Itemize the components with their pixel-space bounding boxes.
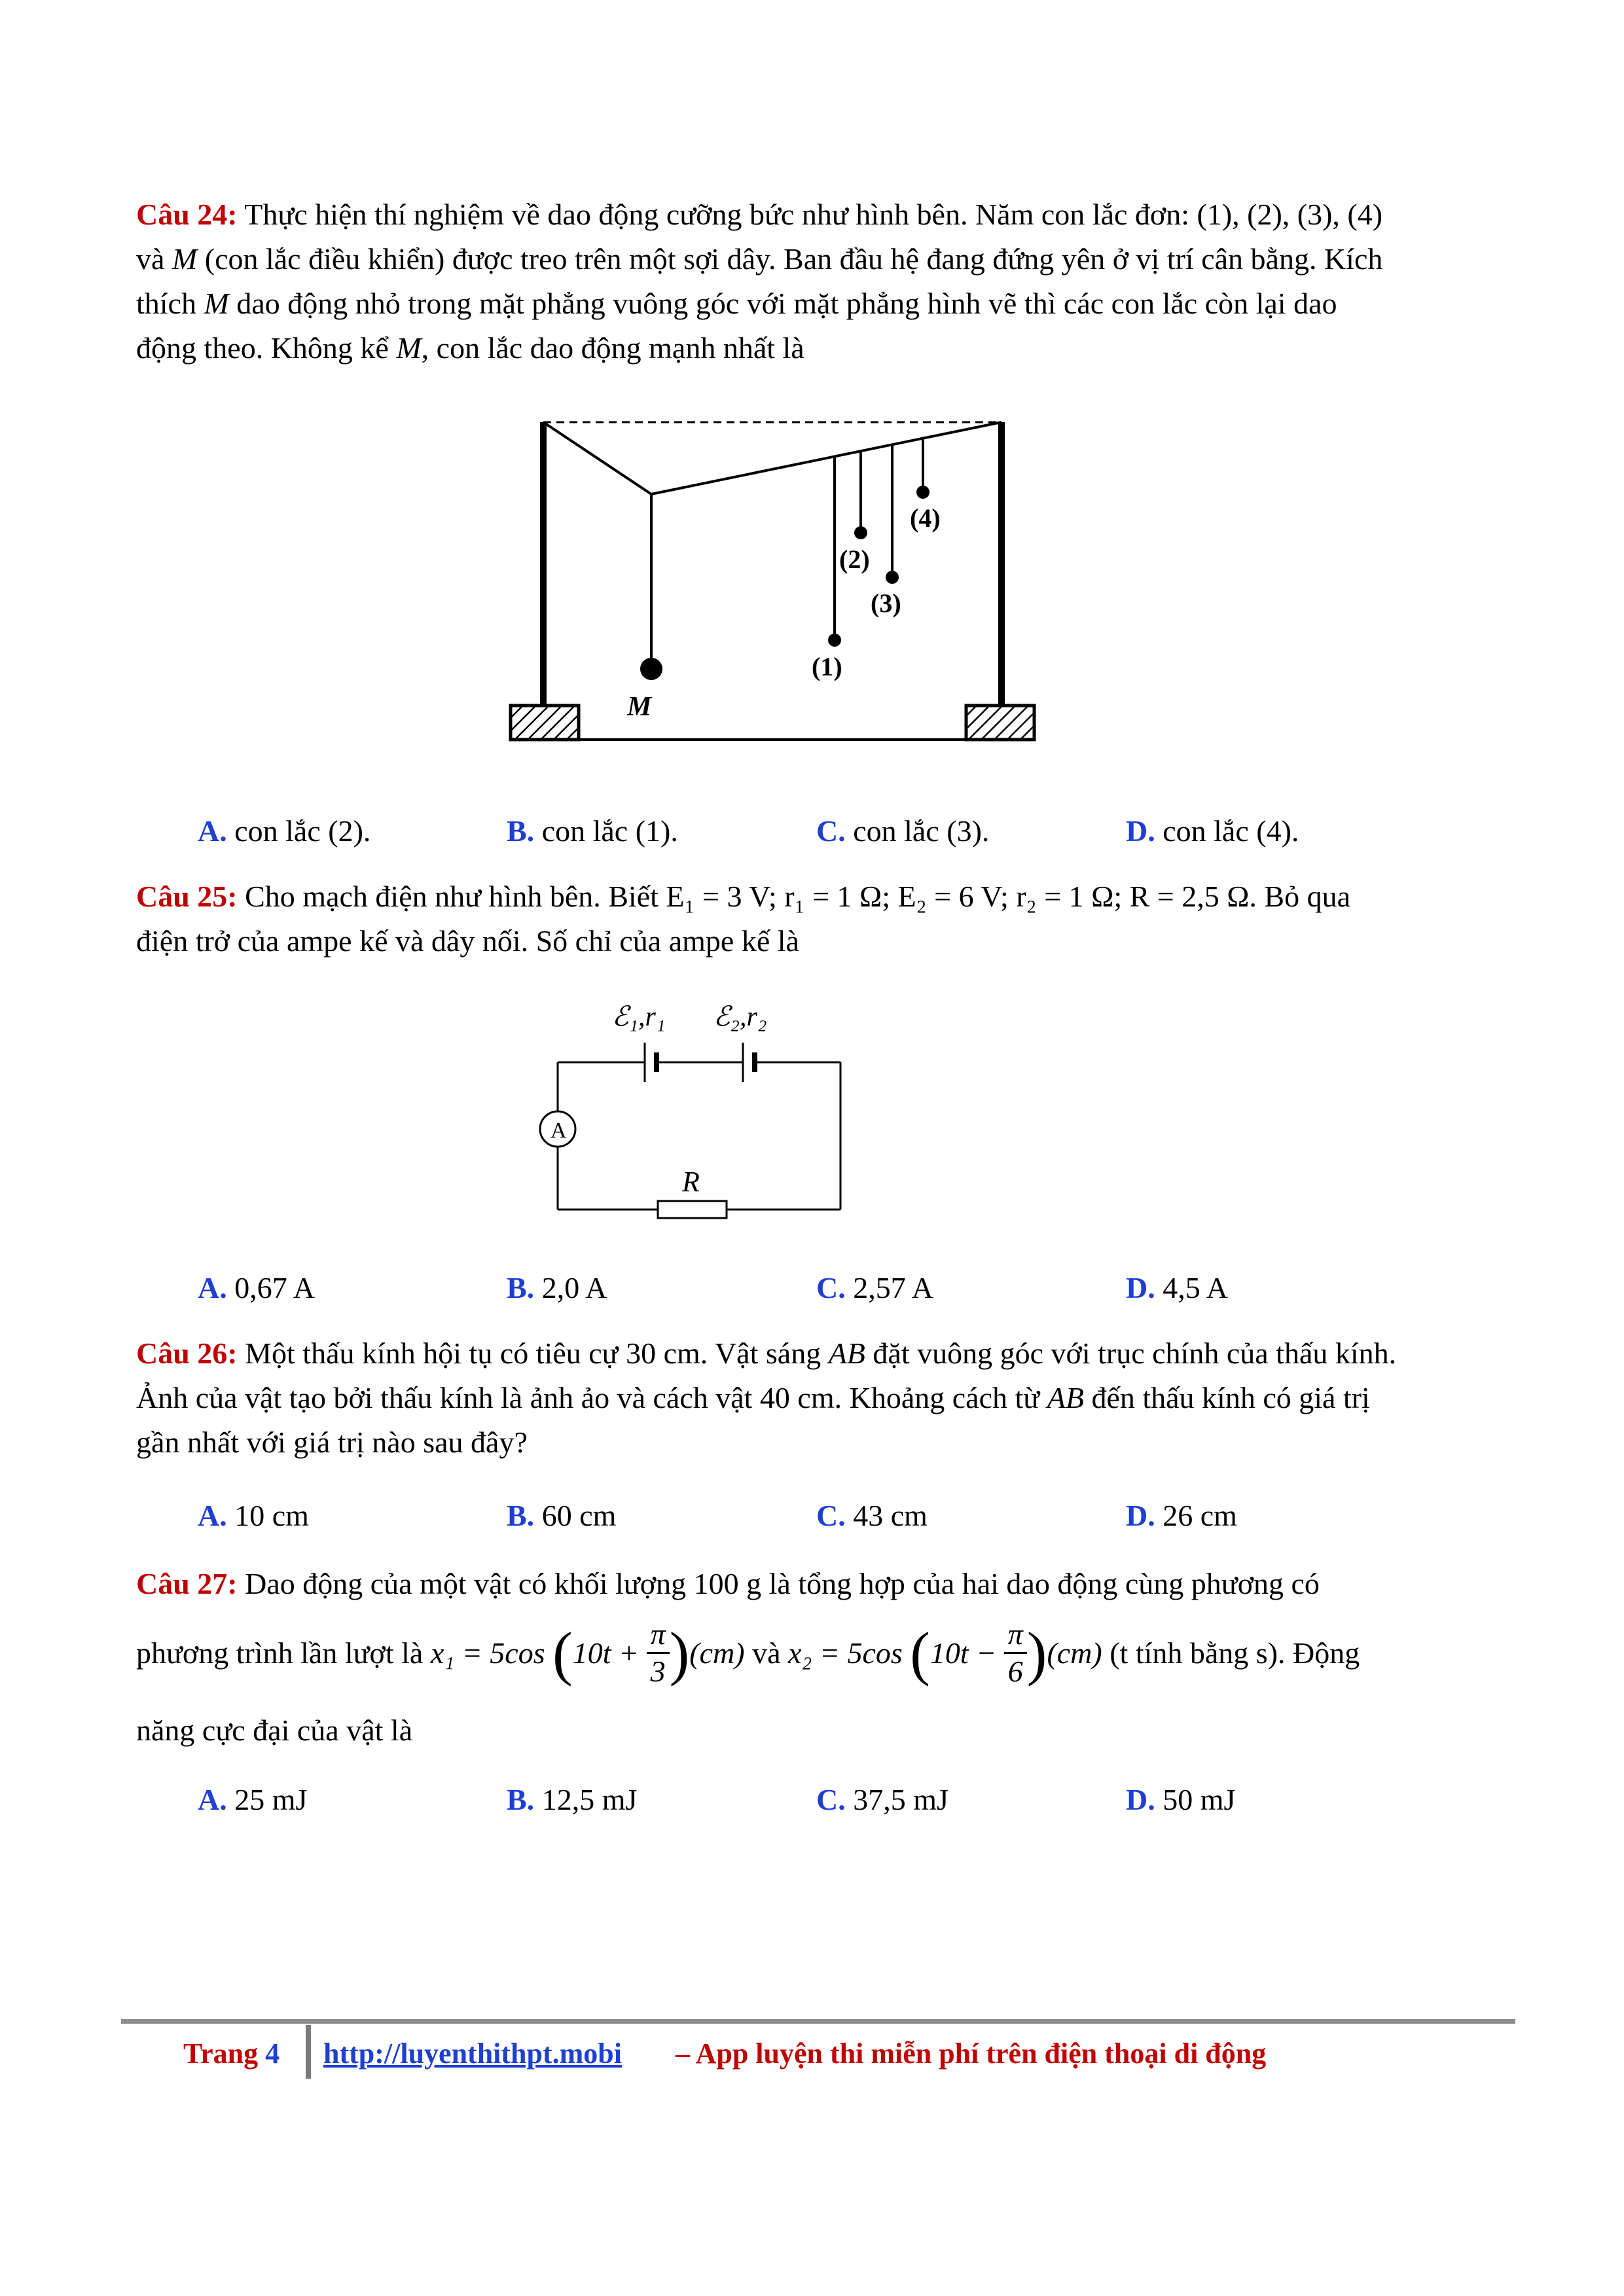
label-r: R [682,1166,700,1198]
q27-options [198,1778,1441,1822]
option-c[interactable]: C. con lắc (3). [816,814,990,848]
q24-line-1: Câu 24: Thực hiện thí nghiệm về dao động cưỡng bức như hình bên. Năm con lắc đơn: (1), (2), (3), (4) [136,198,1383,231]
left-support [511,706,579,740]
option-c[interactable]: C. 37,5 mJ [816,1783,948,1816]
option-d[interactable]: D. 50 mJ [1126,1783,1236,1816]
q24-line-3: thích M dao động nhỏ trong mặt phẳng vuông góc với mặt phẳng hình vẽ thì các con lắc còn lại dao [136,287,1337,320]
label-e2-r2: ℰ₂,r₂ [713,1002,767,1032]
option-c[interactable]: C. 43 cm [816,1499,928,1532]
question-27 [136,1562,1498,1606]
footer-divider [121,2019,1515,2024]
question-label: Câu 27: [136,1567,238,1600]
footer-tagline: – App luyện thi miễn phí trên điện thoại di động [676,2037,1267,2070]
label-1: (1) [812,652,842,681]
ammeter-label: A [550,1119,567,1143]
q26-line-1: Câu 26: Một thấu kính hội tụ có tiêu cự 30 cm. Vật sáng AB đặt vuông góc với trục chính của thấu kính. [136,1336,1397,1370]
option-c[interactable]: C. 2,57 A [816,1271,933,1304]
pendulum-2-bob [854,526,867,539]
q27-line-1: Câu 27: Dao động của một vật có khối lượng 100 g là tổng hợp của hai dao động cùng phương có [136,1567,1320,1600]
label-4: (4) [910,503,941,533]
footer-separator [306,2025,311,2079]
right-support [966,706,1034,740]
resistor-icon [658,1201,727,1218]
option-a[interactable]: A. 25 mJ [198,1783,308,1816]
q26-options [198,1494,1441,1538]
question-25 [136,874,1498,963]
q24-line-4: động theo. Không kể M, con lắc dao động mạnh nhất là [136,331,804,365]
q24-line-2: và M (con lắc điều khiển) được treo trên một sợi dây. Ban đầu hệ đang đứng yên ở vị trí cân bằng. Kích [136,242,1383,276]
circuit-figure [517,985,857,1227]
page-number: Trang 4 [183,2037,280,2070]
q26-line-2: Ảnh của vật tạo bởi thấu kính là ảnh ảo và cách vật 40 cm. Khoảng cách từ AB đến thấu kính có giá trị [136,1381,1370,1414]
question-label: Câu 24: [136,198,238,231]
question-24 [136,192,1498,370]
q26-line-3: gần nhất với giá trị nào sau đây? [136,1426,528,1459]
q27-line-3: năng cực đại của vật là [136,1713,413,1747]
pendulum-figure [504,412,1054,759]
equation-x1: x₁ = 5cos [430,1636,545,1670]
label-m: M [627,692,652,722]
option-d[interactable]: D. 26 cm [1126,1499,1237,1532]
option-b[interactable]: B. con lắc (1). [507,814,678,848]
pendulum-4-bob [916,486,929,499]
q25-options [198,1266,1441,1310]
option-b[interactable]: B. 2,0 A [507,1271,607,1304]
option-b[interactable]: B. 60 cm [507,1499,617,1532]
label-3: (3) [871,588,901,618]
support-string [543,422,1001,494]
question-26 [136,1331,1498,1465]
label-2: (2) [839,545,870,574]
q24-options [198,809,1441,853]
option-a[interactable]: A. 0,67 A [198,1271,315,1304]
equation-x2: x₂ = 5cos [788,1636,903,1670]
q25-line-1: Câu 25: Cho mạch điện như hình bên. Biết E₁ = 3 V; r₁ = 1 Ω; E₂ = 6 V; r₂ = 1 Ω; R = 2,5 Ω. Bỏ qua [136,880,1351,913]
question-label: Câu 26: [136,1336,238,1370]
footer-link[interactable]: http://luyenthithpt.mobi [323,2037,622,2070]
option-d[interactable]: D. 4,5 A [1126,1271,1228,1304]
option-a[interactable]: A. con lắc (2). [198,814,371,848]
question-label: Câu 25: [136,880,238,913]
option-d[interactable]: D. con lắc (4). [1126,814,1299,848]
pendulum-m-bob [640,658,662,680]
option-b[interactable]: B. 12,5 mJ [507,1783,638,1816]
label-e1-r1: ℰ₁,r₁ [612,1002,666,1032]
pendulum-3-bob [886,571,899,584]
fraction-pi-6: $\frac{\pi}{6}$ [1004,1617,1027,1689]
fraction-pi-3: $\frac{\pi}{3}$ [647,1617,670,1689]
q25-line-2: điện trở của ampe kế và dây nối. Số chỉ của ampe kế là [136,924,799,958]
pendulum-1-bob [828,634,841,647]
q27-equation-line: phương trình lần lượt là x₁ = 5cos (10t + $\frac{\pi}{3}$ )(cm) và x₂ = 5cos (10t − $\frac{\pi}{6}$ )(cm) (t tính bằng s). Động [136,1617,1360,1688]
option-a[interactable]: A. 10 cm [198,1499,309,1532]
